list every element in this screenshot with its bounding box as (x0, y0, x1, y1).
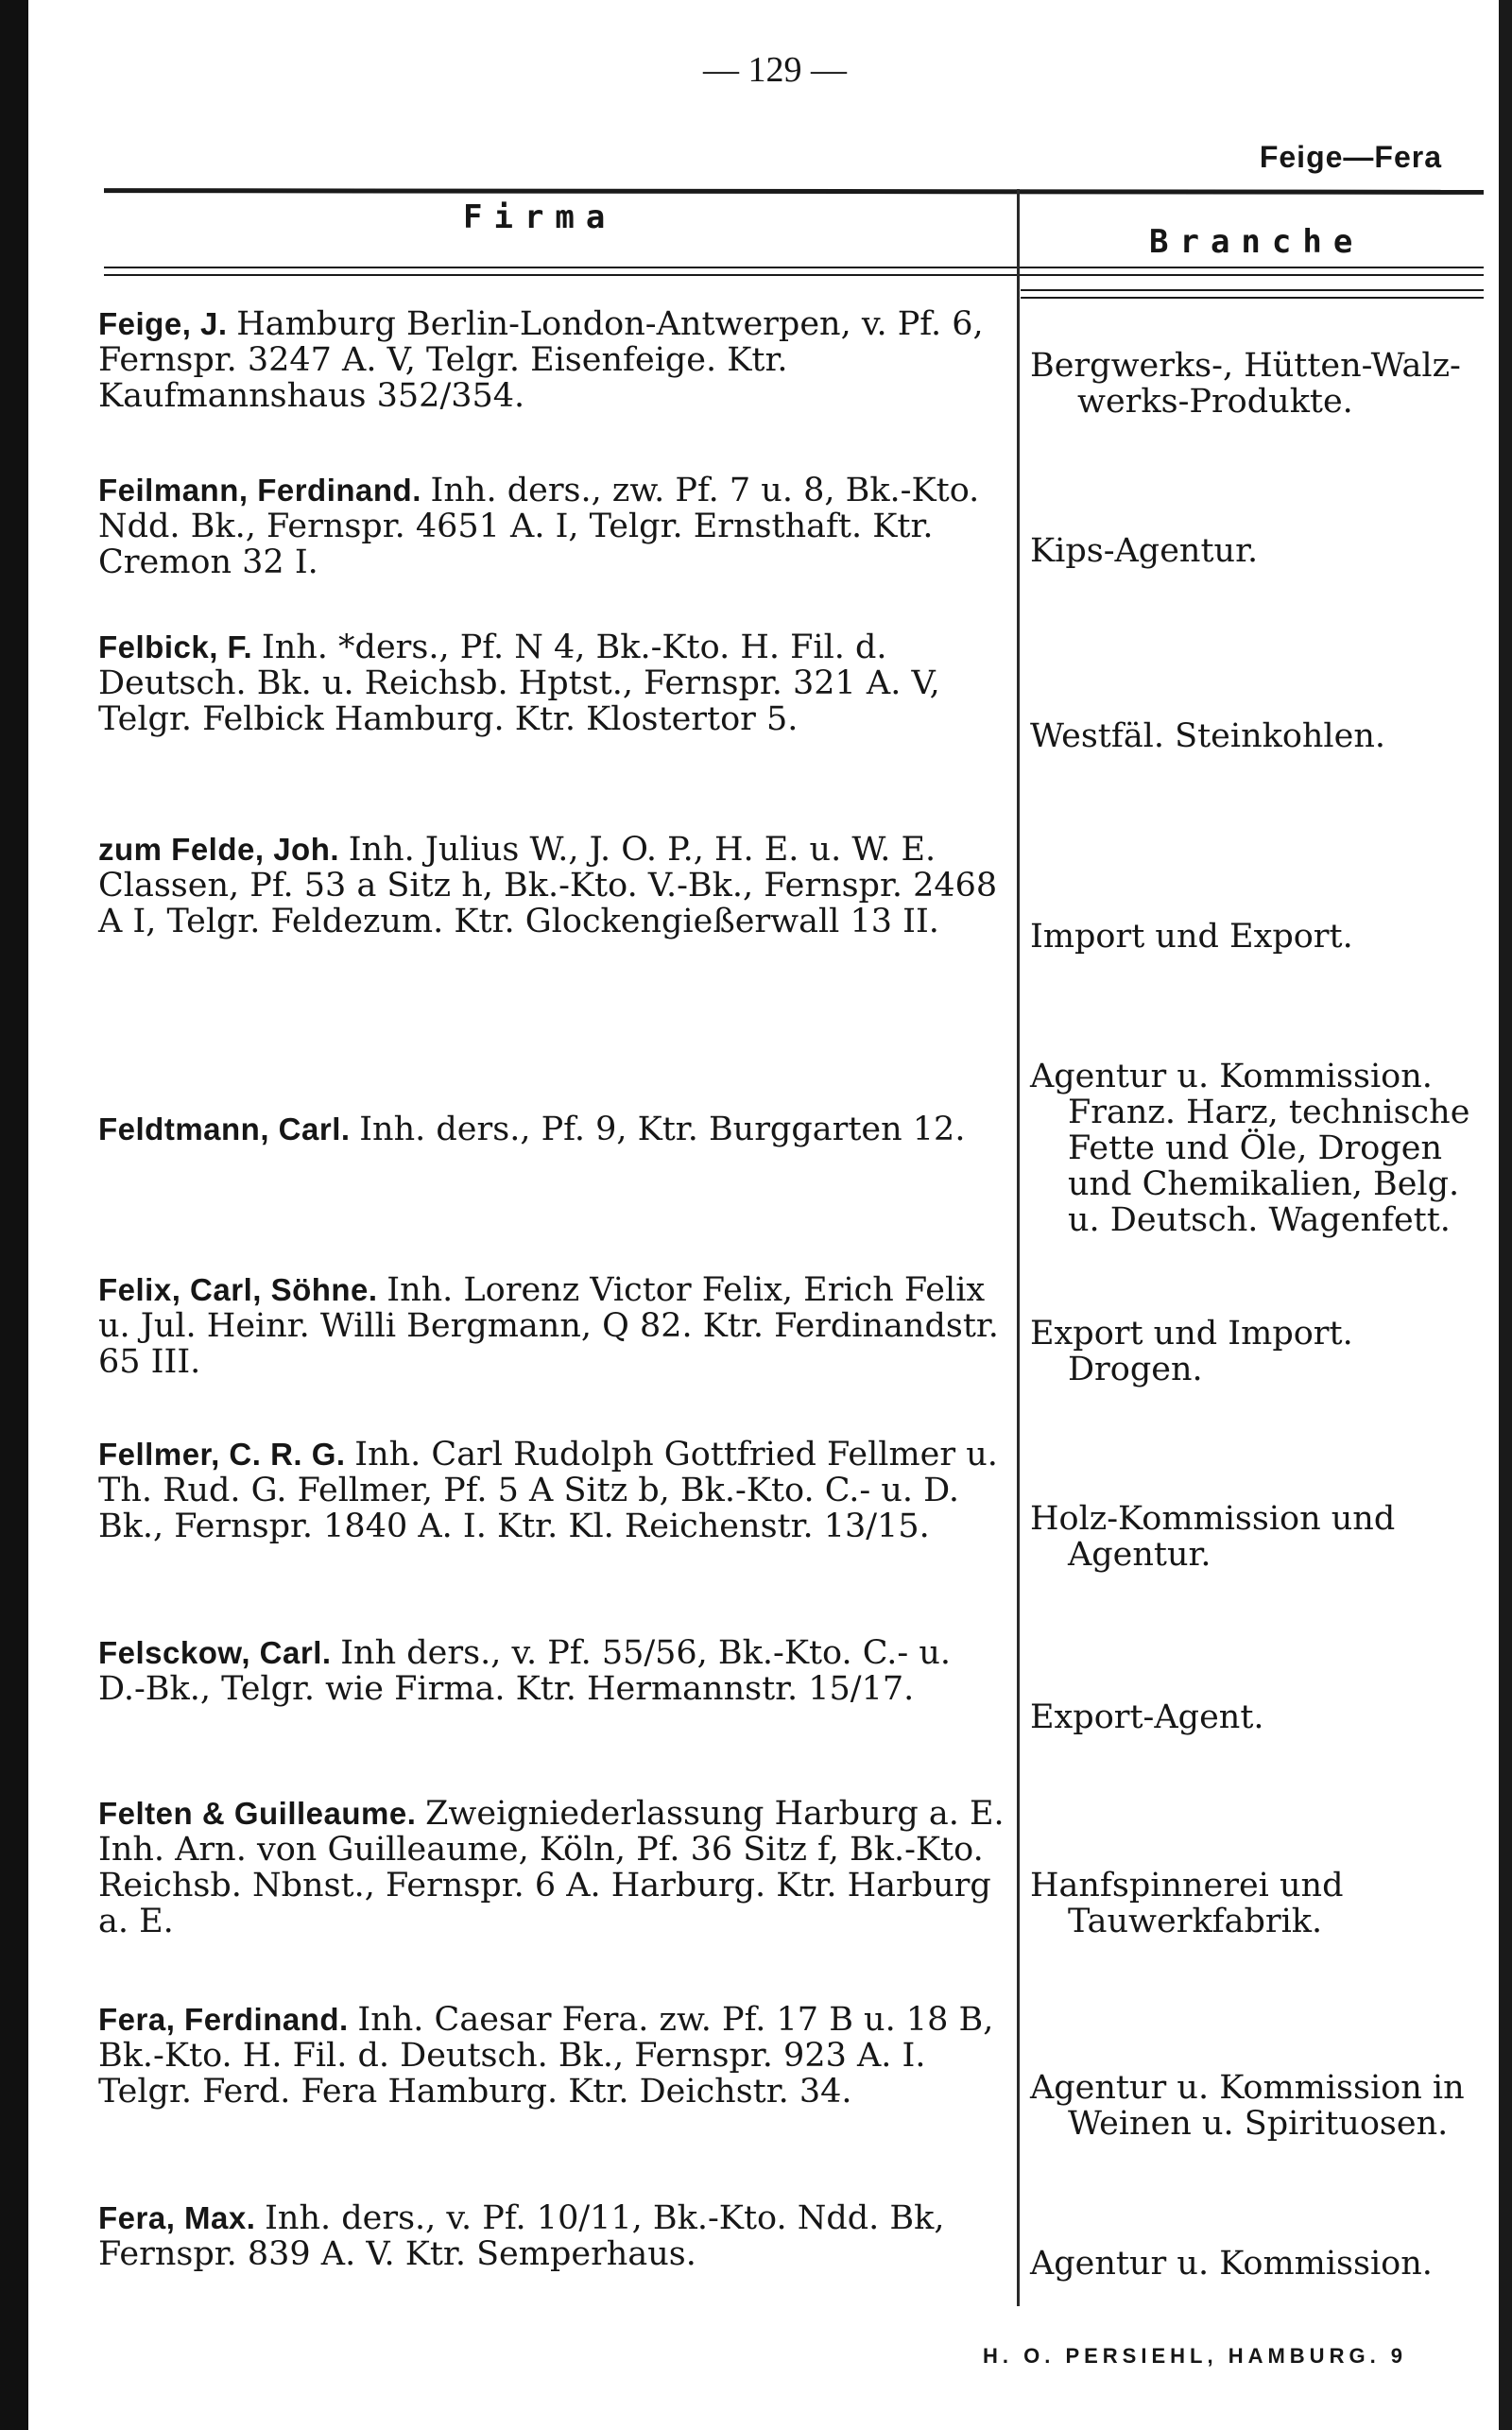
branche-cell (1030, 718, 1484, 754)
directory-entry (98, 1437, 1005, 1544)
firm-details: Hamburg Berlin-London-Antwerpen, v. Pf. 6, Fernspr. 3247 A. V, Telgr. Eisenfeige. Ktr. Kaufmannshaus 352/354. (98, 305, 984, 415)
branche-line: Drogen. (1068, 1351, 1203, 1388)
column-header-firma: Firma (463, 198, 617, 236)
firm-name: Feilmann, Ferdinand. (98, 473, 431, 508)
firm-name: Fera, Ferdinand. (98, 2002, 358, 2037)
branche-cell (1030, 533, 1484, 569)
firm-name: Felbick, F. (98, 629, 262, 664)
branche-line: u. Deutsch. Wagenfett. (1068, 1201, 1451, 1239)
branche-line: Export und Import. (1030, 1315, 1353, 1353)
firm-details: Inh. Julius W., J. O. P., H. E. u. W. E. Classen, Pf. 53 a Sitz h, Bk.-Kto. V.-Bk., Fernspr. 2468 A I, Telgr. Feldezum. Ktr. Glockengießerwall 13 II. (98, 831, 998, 940)
directory-entry (98, 473, 1005, 580)
directory-entry (98, 1635, 1005, 1707)
branche-line: Agentur. (1068, 1536, 1211, 1574)
firm-details: Inh. ders., v. Pf. 10/11, Bk.-Kto. Ndd. Bk, Fernspr. 839 A. V. Ktr. Semperhaus. (98, 2199, 945, 2273)
header-rule (104, 188, 1484, 195)
branche-cell (1030, 348, 1484, 420)
branche-cell (1030, 2070, 1484, 2142)
firm-details: Inh. *ders., Pf. N 4, Bk.-Kto. H. Fil. d. Deutsch. Bk. u. Reichsb. Hptst., Fernspr. 321 A. V, Telgr. Felbick Hamburg. Ktr. Klostertor 5. (98, 629, 940, 738)
firm-details: Inh. Caesar Fera. zw. Pf. 17 B u. 18 B, Bk.-Kto. H. Fil. d. Deutsch. Bk., Fernspr. 923 A. I. Telgr. Ferd. Fera Hamburg. Ktr. Deichstr. 34. (98, 2001, 994, 2111)
firm-details: Inh ders., v. Pf. 55/56, Bk.-Kto. C.- u. D.-Bk., Telgr. wie Firma. Ktr. Hermannstr. 15/17. (98, 1634, 952, 1708)
directory-entry (98, 306, 1005, 414)
branche-cell (1030, 1059, 1484, 1238)
printer-imprint: H. O. PERSIEHL, HAMBURG. 9 (983, 2344, 1408, 2368)
branche-cell (1030, 1868, 1484, 1939)
firm-name: Fellmer, C. R. G. (98, 1437, 355, 1472)
running-head: Feige—Fera (1259, 140, 1442, 174)
firm-details: Inh. ders., Pf. 9, Ktr. Burggarten 12. (359, 1111, 966, 1148)
page-number: — 129 — (703, 50, 847, 90)
branche-double-rule (1021, 289, 1484, 291)
firm-name: Feige, J. (98, 306, 237, 341)
directory-entry (98, 629, 1005, 737)
branche-line: Weinen u. Spirituosen. (1068, 2105, 1449, 2143)
header-double-rule (104, 267, 1484, 268)
header-double-rule (104, 274, 1484, 276)
branche-cell (1030, 1501, 1484, 1573)
branche-cell (1030, 1699, 1484, 1735)
directory-entry (98, 1272, 1005, 1380)
directory-entry (98, 2200, 1005, 2272)
branche-line: Westfäl. Steinkohlen. (1030, 717, 1386, 755)
firm-details: Inh. Carl Rudolph Gottfried Fellmer u. Th. Rud. G. Fellmer, Pf. 5 A Sitz b, Bk.-Kto. C.- u. D. Bk., Fernspr. 1840 A. I. Ktr. Kl. Reichenstr. 13/15. (98, 1436, 998, 1545)
branche-line: werks-Produkte. (1077, 383, 1353, 421)
branche-cell (1030, 919, 1484, 955)
branche-line: Fette und Öle, Drogen (1068, 1129, 1443, 1167)
branche-line: Franz. Harz, technische (1068, 1094, 1470, 1131)
branche-line: Agentur u. Kommission. (1030, 2245, 1433, 2283)
column-divider (1017, 189, 1020, 2306)
branche-line: Export-Agent. (1030, 1698, 1264, 1736)
firm-name: Felix, Carl, Söhne. (98, 1272, 387, 1307)
firm-name: Felten & Guilleaume. (98, 1796, 426, 1831)
branche-line: Agentur u. Kommission in (1030, 2069, 1465, 2107)
branche-cell (1030, 1316, 1484, 1387)
directory-entry (98, 2002, 1005, 2110)
directory-entry (98, 1796, 1005, 1939)
firm-name: Felsckow, Carl. (98, 1635, 341, 1670)
firm-details: Zweigniederlassung Harburg a. E. Inh. Arn. von Guilleaume, Köln, Pf. 36 Sitz f, Bk.-Kto. Reichsb. Nbnst., Fernspr. 6 A. Harburg. Ktr. Harburg a. E. (98, 1795, 1005, 1940)
firm-name: zum Felde, Joh. (98, 832, 349, 867)
branche-line: Hanfspinnerei und (1030, 1867, 1344, 1904)
firm-name: Fera, Max. (98, 2200, 266, 2235)
directory-entry (98, 1112, 1005, 1147)
branche-double-rule (1021, 297, 1484, 299)
directory-entry (98, 832, 1005, 939)
column-header-branche: Branche (1149, 223, 1365, 261)
branche-line: Kips-Agentur. (1030, 532, 1259, 570)
branche-line: und Chemikalien, Belg. (1068, 1165, 1460, 1203)
branche-line: Holz-Kommission und (1030, 1500, 1396, 1538)
branche-line: Bergwerks-, Hütten-Walz- (1030, 347, 1461, 385)
firm-name: Feldtmann, Carl. (98, 1112, 360, 1146)
branche-cell (1030, 2246, 1484, 2282)
branche-line: Agentur u. Kommission. (1030, 1058, 1433, 1095)
firm-details: Inh. ders., zw. Pf. 7 u. 8, Bk.-Kto. Ndd. Bk., Fernspr. 4651 A. I, Telgr. Ernsthaft. Ktr. Cremon 32 I. (98, 472, 980, 581)
branche-line: Tauwerkfabrik. (1068, 1903, 1323, 1940)
branche-line: Import und Export. (1030, 918, 1353, 956)
firm-details: Inh. Lorenz Victor Felix, Erich Felix u. Jul. Heinr. Willi Bergmann, Q 82. Ktr. Ferdinandstr. 65 III. (98, 1271, 999, 1381)
